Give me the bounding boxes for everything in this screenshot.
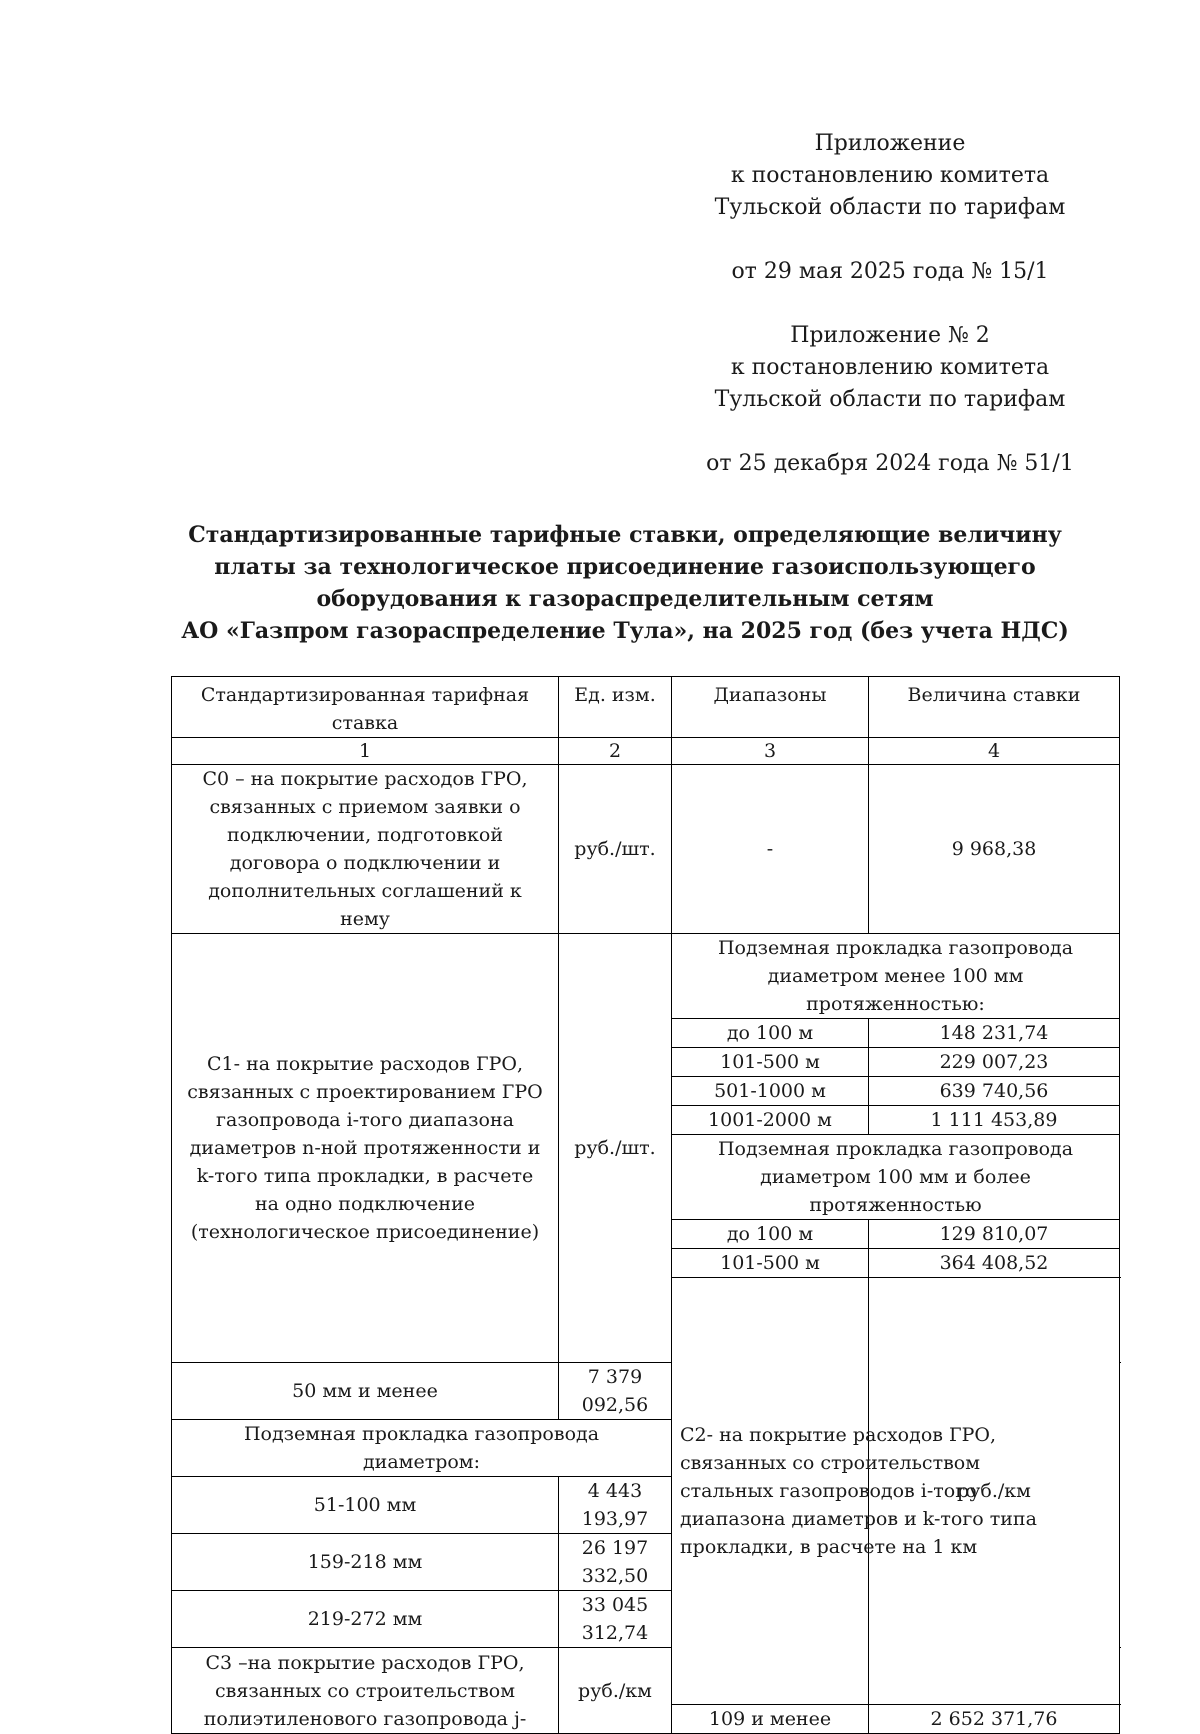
rate-range: 109 и менее (672, 1705, 869, 1734)
rate-value: 33 045 312,74 (559, 1591, 672, 1648)
rate-value: 26 197 332,50 (559, 1534, 672, 1591)
appendix-header-current (640, 128, 1140, 288)
rate-value: 229 007,23 (869, 1048, 1120, 1077)
column-number: 3 (672, 738, 869, 765)
range-group-heading: Подземная прокладка газопровода диаметром менее 100 мм протяженностью: (672, 934, 1120, 1019)
rate-description-c1: С1- на покрытие расходов ГРО, связанных с проектированием ГРО газопровода i-того диапазона диаметров n-ной протяженности и k-того типа прокладки, в расчете на одно подключение (технологическое присоединение) (172, 934, 559, 1363)
rate-range: 51-100 мм (172, 1477, 559, 1534)
appendix-line: к постановлению комитета (730, 355, 1050, 380)
rate-range: - (672, 765, 869, 934)
title-line: Стандартизированные тарифные ставки, определяющие величину (188, 522, 1062, 548)
rate-value: 1 111 453,89 (869, 1106, 1120, 1135)
appendix-date: от 29 мая 2025 года № 15/1 (731, 259, 1049, 284)
rate-range: 101-500 м (672, 1048, 869, 1077)
appendix-line: к постановлению комитета (730, 163, 1050, 188)
rate-range: 1001-2000 м (672, 1106, 869, 1135)
title-line: АО «Газпром газораспределение Тула», на 2025 год (без учета НДС) (181, 618, 1069, 644)
rate-range: до 100 м (672, 1220, 869, 1249)
rate-unit: руб./км (869, 1278, 1120, 1705)
column-header-value: Величина ставки (869, 677, 1120, 738)
appendix-label: Приложение № 2 (790, 323, 990, 348)
rate-unit: руб./шт. (559, 934, 672, 1363)
rate-value: 639 740,56 (869, 1077, 1120, 1106)
column-header-rate: Стандартизированная тарифная ставка (172, 677, 559, 738)
tariff-rates-table (171, 676, 1120, 1734)
rate-range: 219-272 мм (172, 1591, 559, 1648)
rate-value: 7 379 092,56 (559, 1363, 672, 1420)
rate-value: 129 810,07 (869, 1220, 1120, 1249)
appendix-line: Тульской области по тарифам (714, 195, 1066, 220)
column-number: 4 (869, 738, 1120, 765)
appendix-header-original (640, 320, 1140, 480)
title-line: платы за технологическое присоединение газоиспользующего (214, 554, 1036, 580)
title-line: оборудования к газораспределительным сетям (316, 586, 934, 612)
table-row-c1 (172, 934, 1120, 1019)
rate-range: 159-218 мм (172, 1534, 559, 1591)
appendix-line: Тульской области по тарифам (714, 387, 1066, 412)
document-title (150, 519, 1100, 647)
appendix-label: Приложение (814, 131, 966, 156)
column-number: 2 (559, 738, 672, 765)
rate-unit: руб./шт. (559, 765, 672, 934)
range-group-heading: Подземная прокладка газопровода диаметром 100 мм и более протяженностью (672, 1135, 1120, 1220)
column-header-ranges: Диапазоны (672, 677, 869, 738)
rate-value: 9 968,38 (869, 765, 1120, 934)
column-number: 1 (172, 738, 559, 765)
rate-value: 148 231,74 (869, 1019, 1120, 1048)
appendix-date: от 25 декабря 2024 года № 51/1 (706, 451, 1074, 476)
table-row-c0 (172, 765, 1120, 934)
table-header-row (172, 677, 1120, 738)
rate-range: 501-1000 м (672, 1077, 869, 1106)
rate-value: 4 443 193,97 (559, 1477, 672, 1534)
rate-range: 101-500 м (672, 1249, 869, 1278)
rate-unit: руб./км (559, 1648, 672, 1734)
column-number-row (172, 738, 1120, 765)
rate-value: 364 408,52 (869, 1249, 1120, 1278)
rate-description-c3: С3 –на покрытие расходов ГРО, связанных со строительством полиэтиленового газопровода j- (172, 1648, 559, 1734)
rate-description-c0: С0 – на покрытие расходов ГРО, связанных с приемом заявки о подключении, подготовкой договора о подключении и дополнительных соглашений к нему (172, 765, 559, 934)
rate-value: 2 652 371,76 (869, 1705, 1120, 1734)
rate-range: 50 мм и менее (172, 1363, 559, 1420)
rate-range: до 100 м (672, 1019, 869, 1048)
rate-description-c2: С2- на покрытие расходов ГРО, связанных со строительством стальных газопроводов i-того диапазона диаметров и k-того типа прокладки, в расчете на 1 км (672, 1278, 869, 1705)
range-group-heading: Подземная прокладка газопровода диаметром: (172, 1420, 672, 1477)
column-header-unit: Ед. изм. (559, 677, 672, 738)
